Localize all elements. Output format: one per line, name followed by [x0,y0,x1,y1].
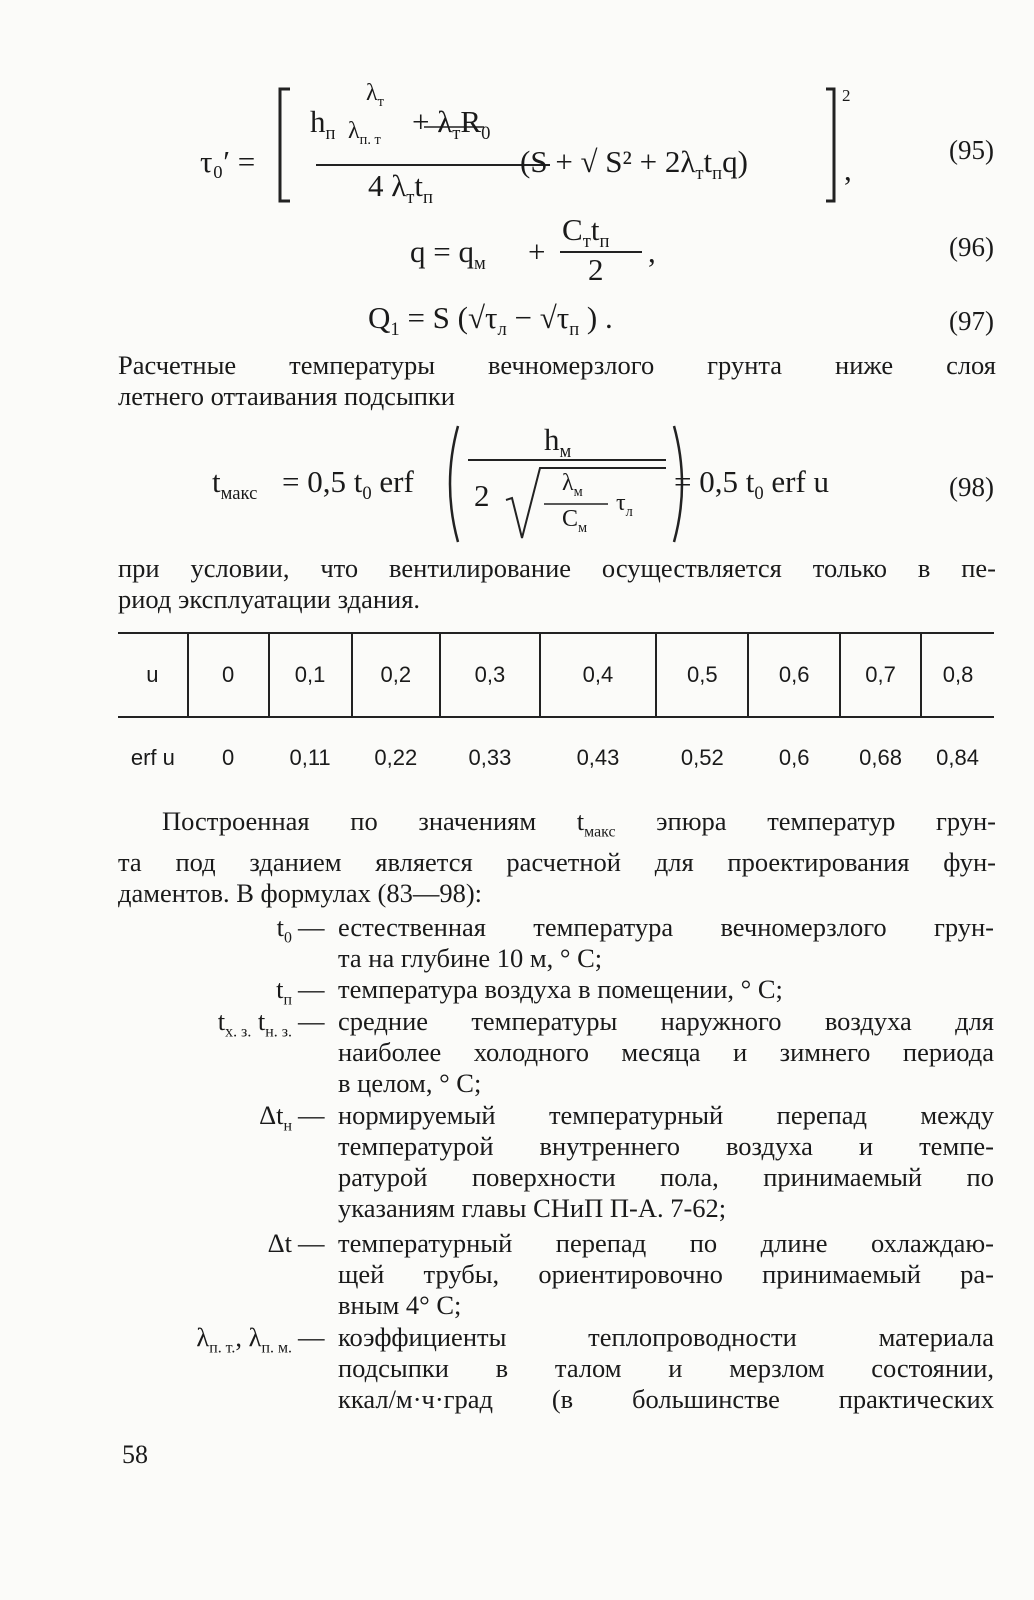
eq95-frac-num: $\lambda_т$ [366,80,384,110]
definition-line: та на глубине 10 м, ° С; [338,943,603,973]
eq98-tau: $\tau_л$ [616,490,633,520]
eq97-number: (97) [949,306,994,336]
definition-line: ратурой поверхности пола, принимаемый по [338,1162,994,1192]
table-cell: 0,43 [576,745,620,770]
definition-dash: — [298,1006,325,1036]
eq98-coef: = 0,5 $t_0$ erf [282,464,414,505]
table-cell: 0 [222,745,235,770]
paragraph-2 [118,553,996,615]
eq98-rhs: = 0,5 $t_0$ erf u [674,464,830,505]
page-number: 58 [122,1440,148,1469]
definition-symbol: $t_0$ [276,912,292,947]
para3-sub: макс [584,823,616,841]
eq97-lhs: $Q_1$ [368,300,400,341]
table-header-cell: 0 [188,633,269,717]
para2-line: при условии, что вентилирование осуществляется только в пе- [118,553,996,583]
table-cell: 0,52 [680,745,724,770]
definition-line: естественная температура вечномерзлого грун- [338,912,994,942]
definition-line: температура воздуха в помещении, ° С; [338,974,783,1004]
eq96-comma: , [648,234,656,269]
eq96-lhs: $q = q_м$ [410,234,486,275]
eq98-top: $h_м$ [544,422,572,463]
table-row [118,717,994,798]
eq95-power: 2 [842,86,851,105]
definition-dash: — [298,912,325,942]
definition-text [338,912,994,974]
eq97-sub2: п [569,319,580,341]
eq97-end: ) . [586,300,613,335]
para1-line: Расчетные температуры вечномерзлого грунта ниже слоя [118,350,996,380]
para3-line: даментов. В формулах (83—98): [118,878,482,909]
eq96-plus: + [528,234,546,269]
eq97-term1: = S (√τ [407,300,498,335]
table-header-cell: 0,2 [352,633,441,717]
eq96-denominator: 2 [588,252,604,287]
definition-text [338,1100,994,1224]
definition-dash: — [298,974,325,1004]
definition-line: температурный перепад по длине охлаждаю- [338,1228,994,1258]
eq95-number: (95) [949,135,994,165]
table-cell: 0,68 [859,745,902,770]
table-header-cell: 0,6 [748,633,840,717]
definition-line: указаниям главы СНиП П-А. 7-62; [338,1193,727,1223]
table-header-cell: 0,8 [921,633,994,717]
eq95-frac-den: $\lambda_{п. т}$ [348,118,381,148]
para3-text: Построенная по значениям t [162,806,585,836]
eq95-comma: , [844,152,852,187]
equation-97 [368,300,613,341]
para3-line [118,806,996,847]
definition-text [338,1322,994,1415]
definition-line: щей трубы, ориентировочно принимаемый ра- [338,1259,994,1289]
table-cell: 0,33 [468,745,512,770]
table-header-cell: 0,4 [540,633,656,717]
definition-symbol: $\lambda_{п. т.}$, $\lambda_{п. м.}$ [196,1322,292,1357]
eq98-lhs: $t_{макс}$ [212,464,258,505]
definition-symbol: $t_{х. з.}$ $t_{н. з.}$ [217,1006,292,1041]
definition-line: подсыпки в талом и мерзлом состоянии, [338,1353,994,1383]
eq98-two: 2 [474,478,490,513]
definition-line: средние температуры наружного воздуха для [338,1006,994,1036]
para1-line: летнего оттаивания подсыпки [118,381,455,411]
eq98-c: $C_м$ [562,506,588,536]
definition-dash: — [298,1100,325,1130]
table-header-cell: 0,5 [656,633,748,717]
table-header-cell: 0,7 [840,633,921,717]
definition-line: в целом, ° С; [338,1068,482,1098]
eq96-number: (96) [949,232,994,262]
para3-line: та под зданием является расчетной для проектирования фун- [118,847,996,878]
table-cell: erf u [130,745,175,770]
definition-text [338,974,994,1005]
eq95-plus-term: + $\lambda_тR_0$ [412,104,491,145]
definition-line: нормируемый температурный перепад между [338,1100,994,1130]
eq95-denominator: 4 $\lambda_тt_п$ [368,168,433,209]
eq95-h: $h_п$ [310,104,336,145]
definition-symbol: $\Delta t_н$ [259,1100,292,1135]
eq97-term2: − √τ [514,300,570,335]
table-header-row [118,633,994,717]
definition-dash: — [298,1228,325,1258]
definition-dash: — [298,1322,325,1352]
definition-line: температурой внутреннего воздуха и темпе- [338,1131,994,1161]
paragraph-3 [118,806,996,909]
table-cell: 0,84 [936,745,979,770]
eq96-numerator: $C_тt_п$ [562,212,610,253]
eq95-bracket-term: (S + √ $S^2 + 2\lambda_тt_пq$) [520,144,748,185]
definition-text [338,1006,994,1099]
definition-line: коэффициенты теплопроводности материала [338,1322,994,1352]
definition-text [338,1228,994,1321]
eq98-number: (98) [949,472,994,502]
table-header-cell: 0,1 [269,633,352,717]
table-cell: 0,22 [374,745,418,770]
eq97-sub1: л [497,319,507,341]
para3-text: эпюра температур грун- [615,806,996,836]
erf-table [118,632,994,798]
definition-line: ккал/м·ч·град (в большинстве практических [338,1384,994,1414]
definition-line: наиболее холодного месяца и зимнего периода [338,1037,994,1067]
definition-symbol: $t_п$ [276,974,292,1009]
table-header-cell: u [118,633,188,717]
table-cell: 0,11 [289,745,331,770]
definition-symbol: Δt [267,1228,292,1258]
table-cell: 0,6 [778,745,810,770]
table-header-cell: 0,3 [440,633,540,717]
paragraph-1 [118,350,996,412]
definition-line: вным 4° С; [338,1290,462,1320]
eq95-lhs: τ₀′ = [200,144,256,179]
eq98-lam: $\lambda_м$ [562,470,583,500]
para2-line: риод эксплуатации здания. [118,584,421,614]
